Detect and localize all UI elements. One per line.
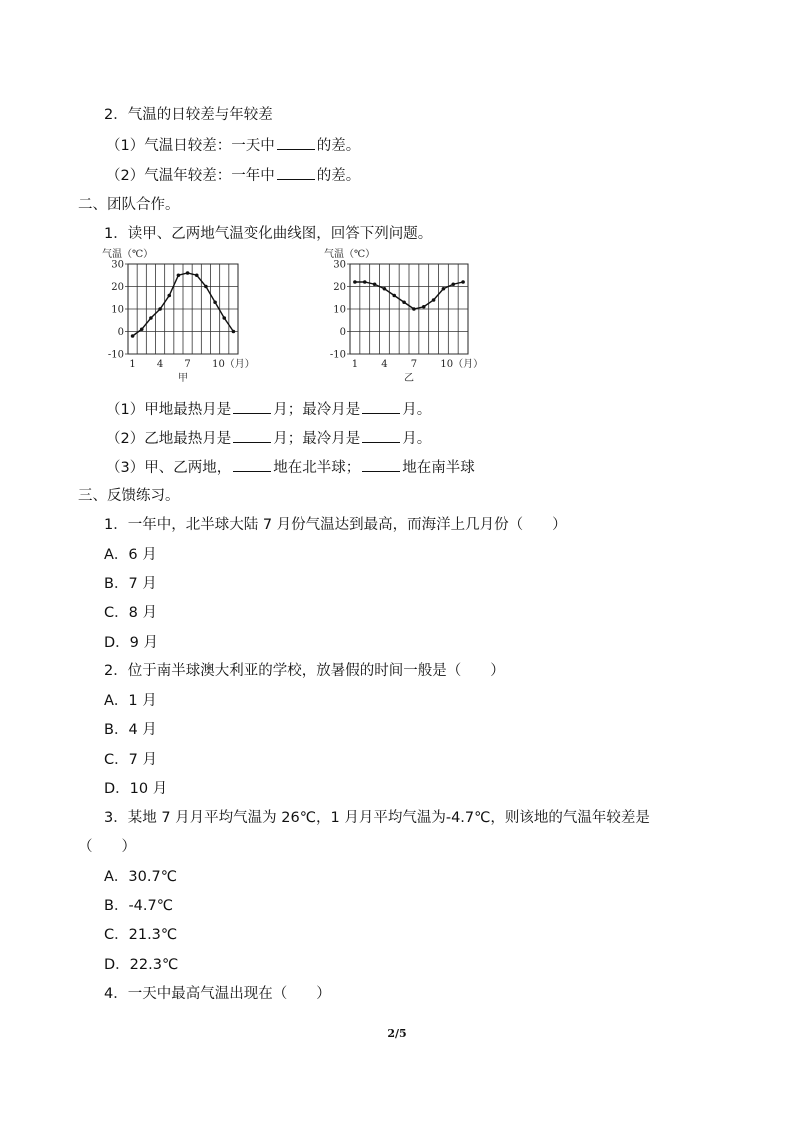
option-b[interactable]: B．7 月 [104,576,157,592]
data-point [392,294,396,298]
data-point [213,300,217,304]
section-heading-temperature-range: 2．气温的日较差与年较差 [104,107,273,123]
chart-yi [322,244,490,386]
sub-question-1 [106,399,431,420]
y-tick-label: 0 [117,327,124,338]
question-text: 月；最冷月是 [273,431,361,447]
option-a[interactable]: A．6 月 [104,547,157,563]
option-b[interactable]: B．-4.7℃ [104,898,174,914]
x-tick-label: 7 [410,359,418,370]
data-point [177,273,181,277]
data-point [412,307,416,311]
chart-title: 乙 [404,373,414,384]
data-point [167,294,171,298]
question-text: （1）气温日较差：一天中 [106,138,275,154]
y-tick-label: 20 [111,282,124,293]
x-tick-label: 1 [351,359,359,370]
question-annual-range [106,165,360,186]
answer-blank[interactable] [233,399,271,414]
answer-blank[interactable] [233,428,271,443]
question-daily-range [106,135,360,156]
option-c[interactable]: C．21.3℃ [104,927,178,943]
data-point [204,285,208,289]
x-tick-label: 1 [129,359,136,370]
option-d[interactable]: D．9 月 [104,635,158,651]
sub-question-2 [106,428,431,449]
y-tick-label: -10 [329,349,346,361]
y-axis-label: 气温（℃） [102,249,154,260]
data-point [186,271,190,275]
data-point [131,334,135,338]
answer-blank[interactable] [233,457,271,472]
data-point [158,307,162,311]
data-point [363,280,367,284]
answer-blank[interactable] [362,399,400,414]
y-tick-label: 30 [111,259,124,271]
question-text: 月。 [402,431,432,447]
data-point [461,280,465,284]
y-tick-label: 30 [333,259,346,271]
data-point [402,300,406,304]
question-text: （2）乙地最热月是 [106,431,232,447]
question-text: 的差。 [316,168,361,184]
question-3-continuation: （ ） [78,839,136,855]
question-3: 3．某地 7 月月平均气温为 26℃，1 月月平均气温为-4.7℃，则该地的气温年较差是 [104,810,650,826]
data-point [383,287,387,291]
x-tick-label: 7 [184,359,191,370]
sub-question-3 [106,457,475,478]
y-tick-label: 0 [339,327,346,338]
option-a[interactable]: A．30.7℃ [104,869,177,885]
data-point [422,305,426,309]
question-text: 的差。 [316,138,361,154]
option-c[interactable]: C．8 月 [104,605,157,621]
data-point [432,298,436,302]
section-heading-teamwork: 二、团队合作。 [78,197,180,213]
question-text: 月；最冷月是 [273,402,361,418]
data-point [195,273,199,277]
y-axis-label: 气温（℃） [324,249,376,260]
option-b[interactable]: B．4 月 [104,722,157,738]
data-point [140,327,144,331]
question-1: 1．一年中，北半球大陆 7 月份气温达到最高，而海洋上几月份（ ） [104,517,567,533]
y-tick-label: 20 [333,282,346,293]
data-point [451,282,455,286]
data-point [353,280,357,284]
chart-jia [100,244,260,386]
y-tick-label: 10 [333,304,346,316]
question-text: 地在北半球； [273,460,361,476]
question-text: 月。 [402,402,432,418]
answer-blank[interactable] [277,165,315,180]
question-2: 2．位于南半球澳大利亚的学校，放暑假的时间一般是（ ） [104,663,505,679]
question-text: （3）甲、乙两地， [106,460,232,476]
answer-blank[interactable] [362,457,400,472]
chart-title: 甲 [178,373,188,384]
question-text: （1）甲地最热月是 [106,402,232,418]
chart-yi-svg [322,244,490,386]
answer-blank[interactable] [277,135,315,150]
y-tick-label: -10 [107,349,124,361]
question-text: 地在南半球 [402,460,475,476]
section-heading-feedback: 三、反馈练习。 [78,488,180,504]
data-point [442,287,446,291]
x-tick-label: 4 [381,359,388,370]
x-tick-label: 4 [156,359,164,370]
question-4: 4．一天中最高气温出现在（ ） [104,986,331,1002]
page-number: 2/5 [387,1027,407,1040]
data-point [232,330,236,334]
option-d[interactable]: D．22.3℃ [104,957,179,973]
data-point [222,316,226,320]
option-c[interactable]: C．7 月 [104,752,157,768]
x-tick-label: 10（月） [440,359,484,370]
question-text: （2）气温年较差：一年中 [106,168,275,184]
x-tick-label: 10（月） [212,359,255,370]
chart-jia-svg [100,244,260,386]
question-read-charts: 1．读甲、乙两地气温变化曲线图，回答下列问题。 [104,226,433,242]
answer-blank[interactable] [362,428,400,443]
option-a[interactable]: A．1 月 [104,693,157,709]
data-point [149,316,153,320]
data-point [373,282,377,286]
option-d[interactable]: D．10 月 [104,781,168,797]
y-tick-label: 10 [111,304,124,316]
